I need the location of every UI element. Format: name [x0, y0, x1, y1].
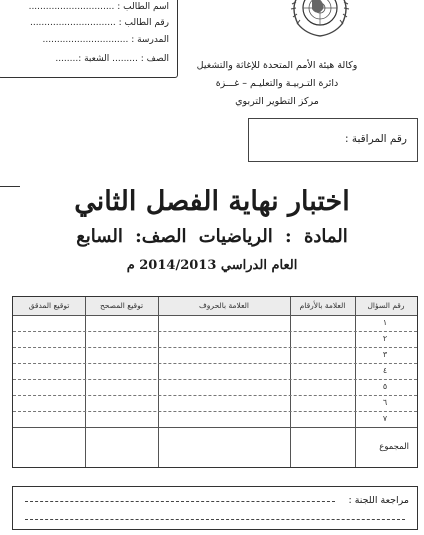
question-number: ٣ — [382, 350, 388, 359]
committee-review-label: مراجعة اللجنة : — [348, 495, 409, 506]
col-header-mark-letters: العلامة بالحروف — [158, 297, 290, 316]
row-divider — [13, 427, 417, 428]
grades-table — [12, 296, 418, 468]
question-number: ١ — [382, 318, 388, 327]
student-name-field[interactable]: اسم الطالب : .............................. — [28, 2, 169, 12]
question-number: ٤ — [382, 366, 388, 375]
col-header-checker-signature: توقيع المدقق — [13, 297, 85, 316]
column-divider — [290, 297, 291, 467]
student-info-box — [0, 0, 178, 78]
col-header-corrector-signature: توقيع المصحح — [85, 297, 158, 316]
column-divider — [85, 297, 86, 467]
subject-grade-line: المادة : الرياضيات الصف: السابع — [76, 226, 348, 247]
column-divider — [158, 297, 159, 467]
student-number-field[interactable]: رقم الطالب : .............................. — [29, 18, 169, 28]
question-number: ٥ — [382, 382, 388, 391]
total-label: المجموع — [379, 442, 409, 452]
row-divider — [13, 363, 417, 364]
row-divider — [13, 411, 417, 412]
un-emblem-logo — [280, 0, 360, 42]
row-divider — [13, 347, 417, 348]
education-department: دائرة التـربيـة والتعليـم – غـــزة — [215, 78, 339, 89]
row-divider — [13, 331, 417, 332]
committee-signature-line[interactable] — [25, 501, 335, 502]
col-header-mark-numbers: العلامة بالأرقام — [290, 297, 355, 316]
observer-number-box[interactable] — [248, 118, 418, 162]
agency-name: وكالة هيئة الأمم المتحدة للإغاثة والتشغيل — [196, 60, 358, 71]
row-divider — [13, 379, 417, 380]
exam-title: اختبار نهاية الفصل الثاني — [74, 186, 350, 217]
question-number: ٢ — [382, 334, 388, 343]
question-number: ٦ — [382, 398, 388, 407]
class-section-field[interactable]: الصف : ......... الشعبة :........ — [55, 54, 169, 64]
committee-signature-line[interactable] — [25, 519, 405, 520]
observer-number-label: رقم المراقبة : — [344, 133, 407, 145]
academic-year: العام الدراسي 2014/2013 م — [126, 258, 298, 273]
school-field[interactable]: المدرسة : .............................. — [42, 35, 169, 45]
column-divider — [355, 297, 356, 467]
col-header-question-number: رقم السؤال — [355, 297, 417, 316]
development-center: مركز التطوير التربوي — [235, 96, 319, 107]
row-divider — [13, 395, 417, 396]
question-number: ٧ — [382, 414, 388, 423]
committee-review-box — [12, 486, 418, 530]
